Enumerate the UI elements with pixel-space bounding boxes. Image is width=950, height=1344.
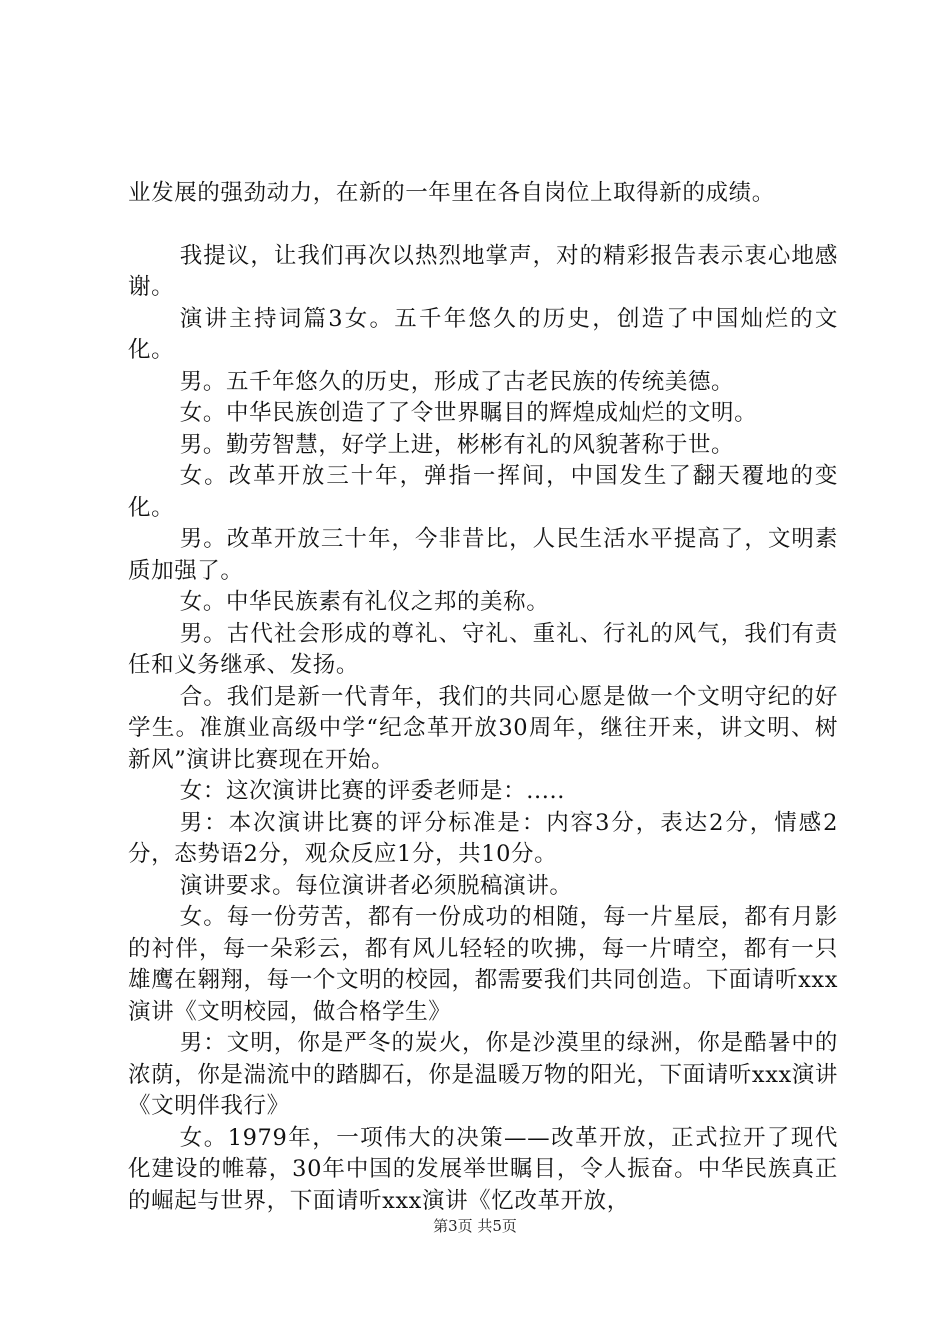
body-text: [128, 178, 838, 1217]
paragraph: 合。我们是新一代青年，我们的共同心愿是做一个文明守纪的好学生。准旗业高级中学“纪念革开放30周年，继往开来，讲文明、树新风”演讲比赛现在开始。: [128, 683, 838, 773]
paragraph: 女。中华民族创造了了令世界瞩目的辉煌成灿烂的文明。: [179, 400, 758, 426]
paragraph: 男。五千年悠久的历史，形成了古老民族的传统美德。: [179, 368, 735, 395]
paragraph: 女。每一份劳苦，都有一份成功的相随，每一片星辰，都有月影的衬伴，每一朵彩云，都有风儿轻轻的吹拂，每一片晴空，都有一只雄鹰在翱翔，每一个文明的校园，都需要我们共同创造。下面请听xxx演讲《文明校园，做合格学生》: [128, 904, 838, 1025]
paragraph-continuation: 业发展的强劲动力，在新的一年里在各自岗位上取得新的成绩。: [128, 180, 775, 206]
paragraph: 男。古代社会形成的尊礼、守礼、重礼、行礼的风气，我们有责任和义务继承、发扬。: [128, 620, 838, 678]
paragraph: 女：这次演讲比赛的评委老师是：.....: [179, 778, 566, 804]
paragraph: 我提议，让我们再次以热烈地掌声，对的精彩报告表示衷心地感谢。: [128, 242, 838, 300]
paragraph: 男：本次演讲比赛的评分标准是：内容3分，表达2分，情感2分，态势语2分，观众反应1分，共10分。: [128, 809, 838, 867]
paragraph: 女。1979年，一项伟大的决策——改革开放，正式拉开了现代化建设的帷幕，30年中国的发展举世瞩目，令人振奋。中华民族真正的崛起与世界，下面请听xxx演讲《忆改革开放，: [128, 1124, 838, 1214]
paragraph: 男：文明，你是严冬的炭火，你是沙漠里的绿洲，你是酷暑中的浓荫，你是湍流中的踏脚石，你是温暖万物的阳光，下面请听xxx演讲《文明伴我行》: [128, 1030, 838, 1119]
page-number-footer: 第3页 共5页: [433, 1217, 517, 1235]
paragraph: 演讲要求。每位演讲者必须脱稿演讲。: [179, 872, 573, 899]
paragraph: 男。改革开放三十年，今非昔比，人民生活水平提高了，文明素质加强了。: [128, 526, 838, 584]
paragraph: 女。中华民族素有礼仪之邦的美称。: [179, 589, 550, 615]
paragraph: 女。改革开放三十年，弹指一挥间，中国发生了翻天覆地的变化。: [128, 463, 838, 521]
paragraph: 演讲主持词篇3女。五千年悠久的历史，创造了中国灿烂的文化。: [128, 305, 838, 363]
paragraph: 男。勤劳智慧，好学上进，彬彬有礼的风貌著称于世。: [179, 431, 735, 458]
